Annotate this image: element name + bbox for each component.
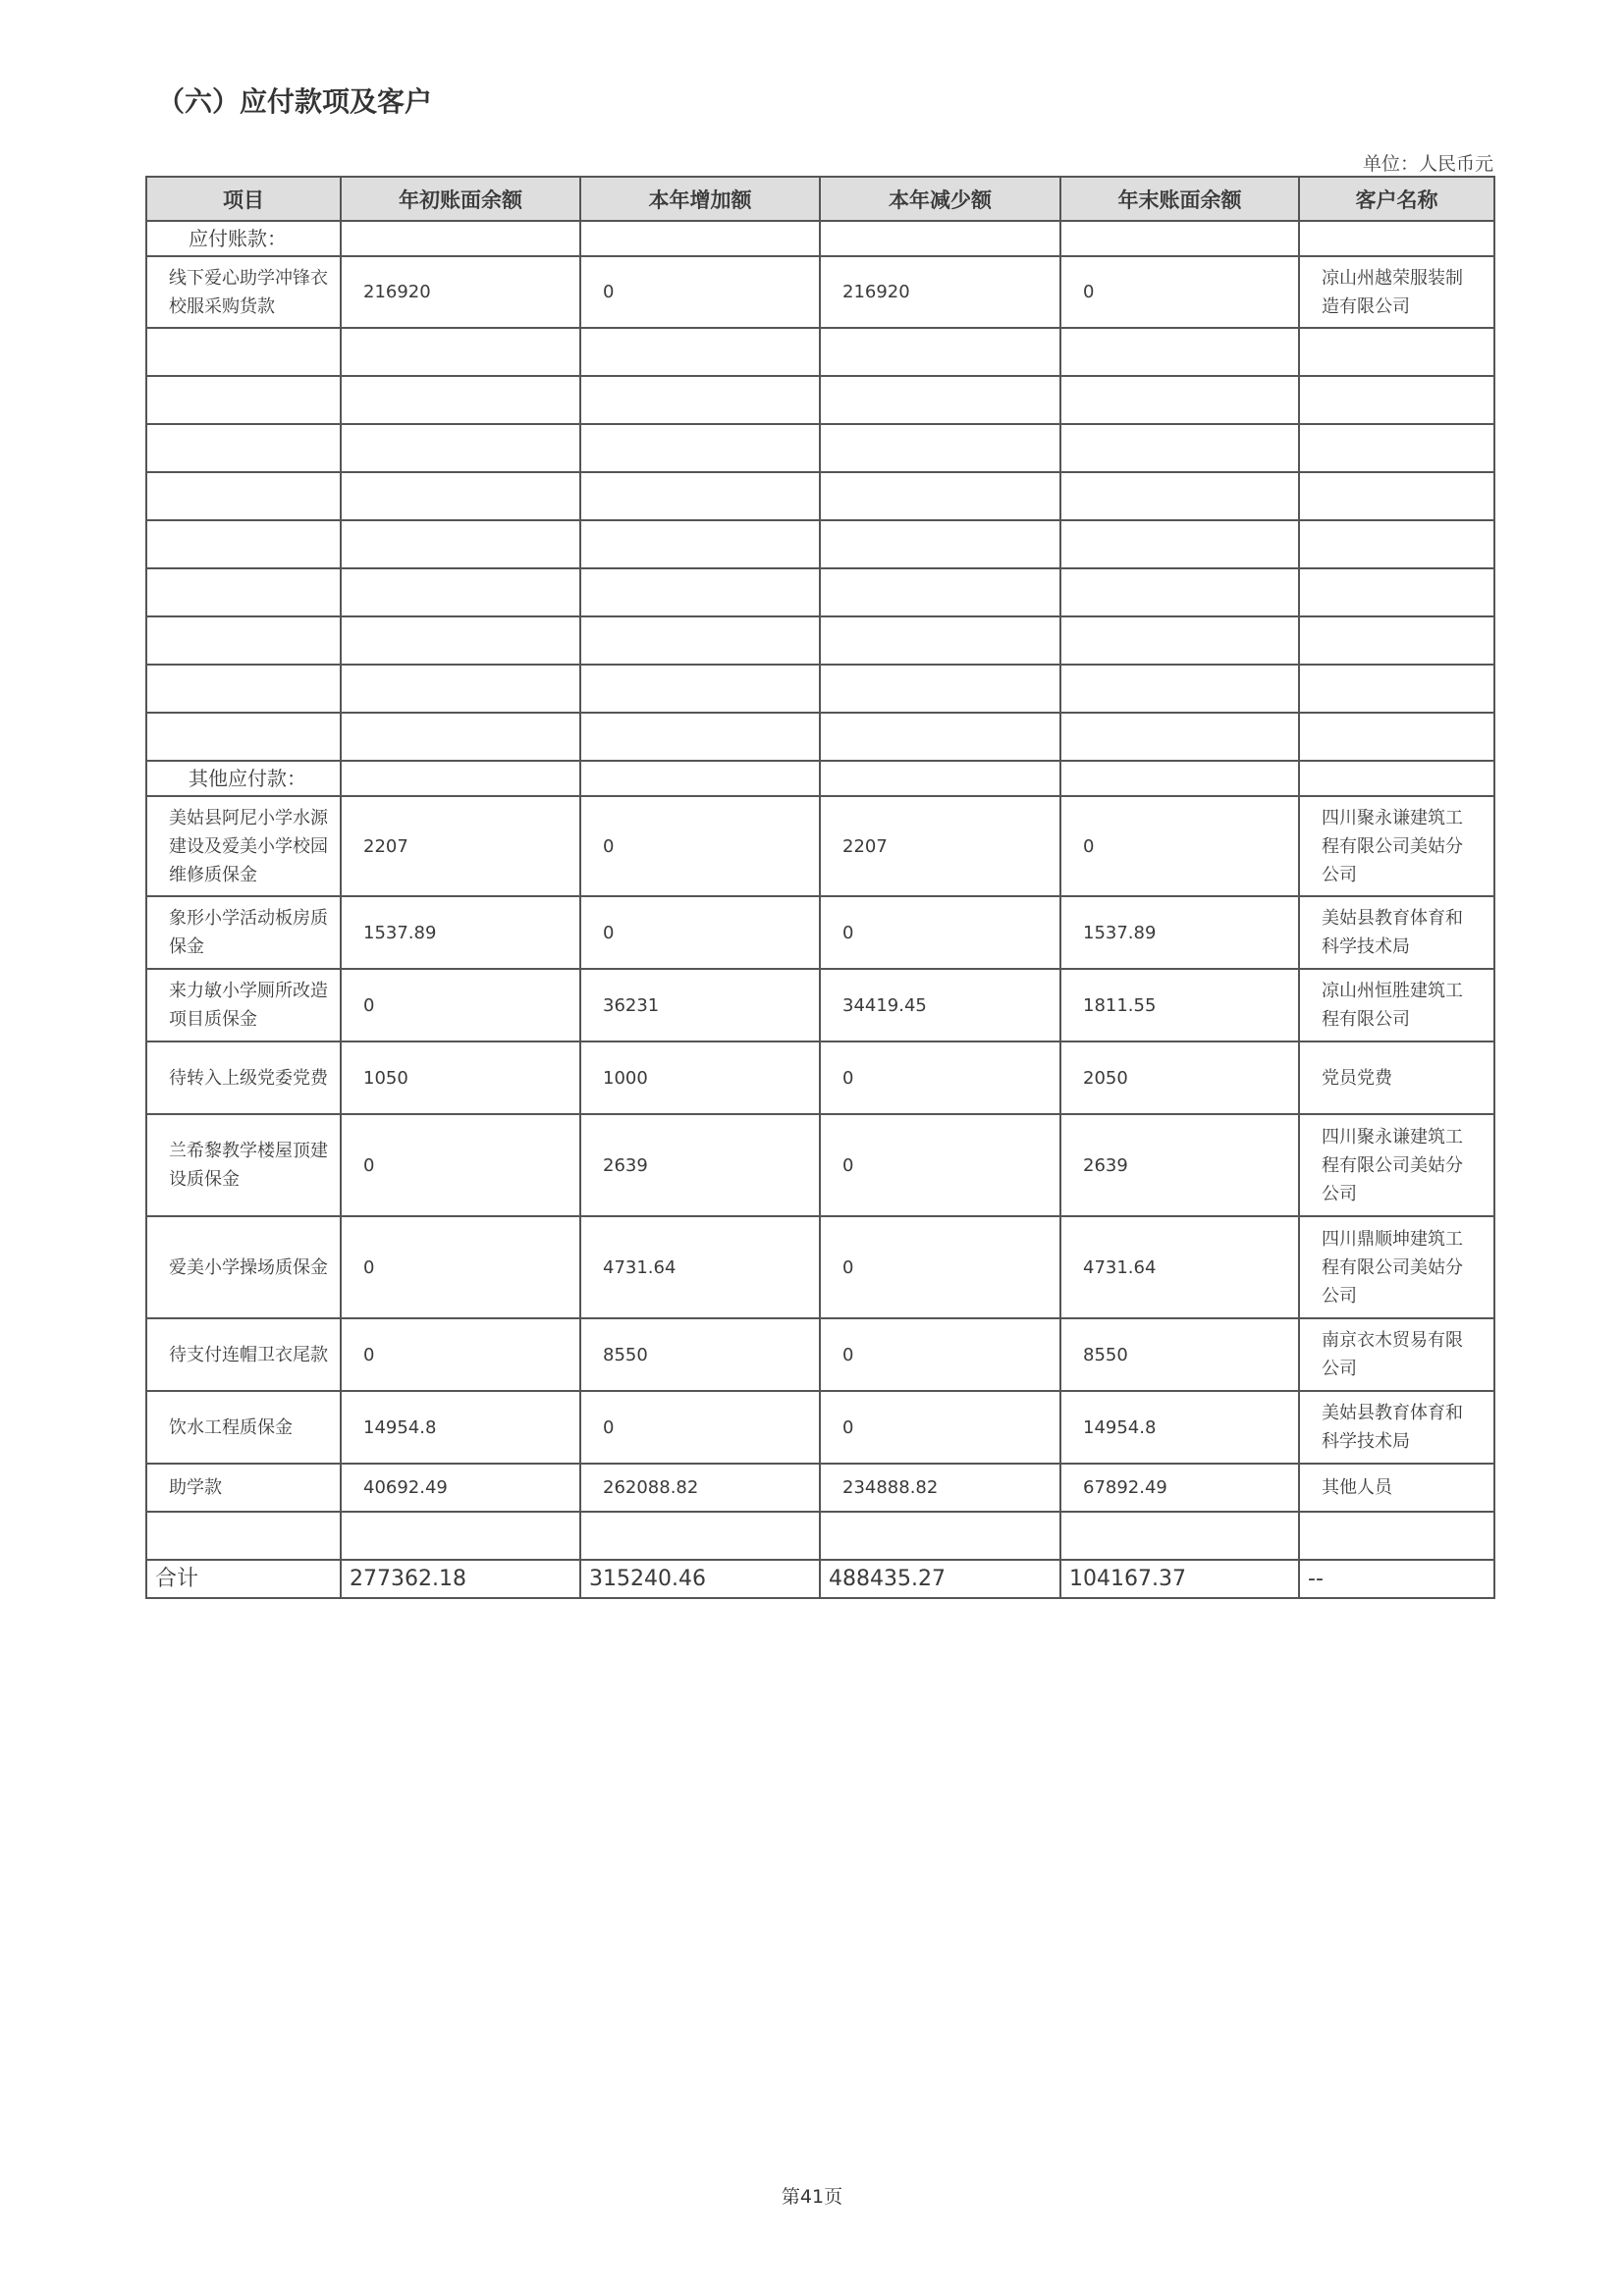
- section-row-other-payables: [146, 761, 1494, 796]
- total-decrease: 488435.27: [820, 1560, 1060, 1598]
- begin-cell: 0: [341, 1318, 580, 1391]
- increase-cell: 262088.82: [580, 1464, 820, 1512]
- decrease-cell: 0: [820, 1041, 1060, 1114]
- empty-row: [146, 713, 1494, 761]
- end-cell: 1537.89: [1060, 896, 1299, 969]
- customer-cell: 党员党费: [1299, 1041, 1494, 1114]
- total-row: [146, 1560, 1494, 1598]
- decrease-cell: 0: [820, 1114, 1060, 1216]
- end-cell: 67892.49: [1060, 1464, 1299, 1512]
- customer-cell: 美姑县教育体育和科学技术局: [1299, 896, 1494, 969]
- table-row: [146, 1041, 1494, 1114]
- section-row-payables: [146, 221, 1494, 256]
- begin-cell: 1050: [341, 1041, 580, 1114]
- table-row: [146, 1318, 1494, 1391]
- decrease-cell: 34419.45: [820, 969, 1060, 1041]
- section-label: 应付账款：: [146, 221, 341, 256]
- begin-cell: 216920: [341, 256, 580, 328]
- table-row: [146, 896, 1494, 969]
- empty-row: [146, 665, 1494, 713]
- empty-row: [146, 424, 1494, 472]
- table-row: [146, 256, 1494, 328]
- item-cell: 象形小学活动板房质保金: [146, 896, 341, 969]
- end-cell: 14954.8: [1060, 1391, 1299, 1464]
- item-cell: 待转入上级党委党费: [146, 1041, 341, 1114]
- total-customer: --: [1299, 1560, 1494, 1598]
- table-row: [146, 796, 1494, 896]
- header-decrease: 本年减少额: [820, 177, 1060, 221]
- item-cell: 助学款: [146, 1464, 341, 1512]
- increase-cell: 4731.64: [580, 1216, 820, 1318]
- decrease-cell: 0: [820, 896, 1060, 969]
- begin-cell: 1537.89: [341, 896, 580, 969]
- begin-cell: 2207: [341, 796, 580, 896]
- item-cell: 线下爱心助学冲锋衣校服采购货款: [146, 256, 341, 328]
- increase-cell: 8550: [580, 1318, 820, 1391]
- payables-table: [145, 176, 1495, 1599]
- increase-cell: 2639: [580, 1114, 820, 1216]
- end-cell: 4731.64: [1060, 1216, 1299, 1318]
- item-cell: 来力敏小学厕所改造项目质保金: [146, 969, 341, 1041]
- empty-row: [146, 472, 1494, 520]
- begin-cell: 0: [341, 1216, 580, 1318]
- end-cell: 2639: [1060, 1114, 1299, 1216]
- customer-cell: 南京衣木贸易有限公司: [1299, 1318, 1494, 1391]
- begin-cell: 14954.8: [341, 1391, 580, 1464]
- decrease-cell: 2207: [820, 796, 1060, 896]
- customer-cell: 美姑县教育体育和科学技术局: [1299, 1391, 1494, 1464]
- table-row: [146, 969, 1494, 1041]
- increase-cell: 36231: [580, 969, 820, 1041]
- item-cell: 待支付连帽卫衣尾款: [146, 1318, 341, 1391]
- end-cell: 0: [1060, 256, 1299, 328]
- total-label: 合计: [146, 1560, 341, 1598]
- empty-row: [146, 520, 1494, 568]
- decrease-cell: 234888.82: [820, 1464, 1060, 1512]
- end-cell: 0: [1060, 796, 1299, 896]
- item-cell: 饮水工程质保金: [146, 1391, 341, 1464]
- header-end-balance: 年末账面余额: [1060, 177, 1299, 221]
- decrease-cell: 0: [820, 1391, 1060, 1464]
- header-customer: 客户名称: [1299, 177, 1494, 221]
- increase-cell: 0: [580, 1391, 820, 1464]
- end-cell: 8550: [1060, 1318, 1299, 1391]
- table-row: [146, 1464, 1494, 1512]
- page-number: 第41页: [781, 2186, 843, 2208]
- header-begin-balance: 年初账面余额: [341, 177, 580, 221]
- begin-cell: 40692.49: [341, 1464, 580, 1512]
- total-begin: 277362.18: [341, 1560, 580, 1598]
- customer-cell: 凉山州越荣服装制造有限公司: [1299, 256, 1494, 328]
- table-header-row: [146, 177, 1494, 221]
- section-title: （六）应付款项及客户: [157, 85, 433, 118]
- empty-row: [146, 568, 1494, 616]
- total-end: 104167.37: [1060, 1560, 1299, 1598]
- end-cell: 2050: [1060, 1041, 1299, 1114]
- empty-row: [146, 1512, 1494, 1560]
- increase-cell: 0: [580, 896, 820, 969]
- table-row: [146, 1391, 1494, 1464]
- unit-label: 单位：人民币元: [1362, 153, 1493, 175]
- customer-cell: 四川聚永谦建筑工程有限公司美姑分公司: [1299, 796, 1494, 896]
- increase-cell: 0: [580, 796, 820, 896]
- increase-cell: 1000: [580, 1041, 820, 1114]
- table-row: [146, 1216, 1494, 1318]
- increase-cell: 0: [580, 256, 820, 328]
- customer-cell: 凉山州恒胜建筑工程有限公司: [1299, 969, 1494, 1041]
- customer-cell: 四川聚永谦建筑工程有限公司美姑分公司: [1299, 1114, 1494, 1216]
- begin-cell: 0: [341, 969, 580, 1041]
- decrease-cell: 0: [820, 1216, 1060, 1318]
- item-cell: 兰希黎教学楼屋顶建设质保金: [146, 1114, 341, 1216]
- item-cell: 美姑县阿尼小学水源建设及爱美小学校园维修质保金: [146, 796, 341, 896]
- customer-cell: 其他人员: [1299, 1464, 1494, 1512]
- header-item: 项目: [146, 177, 341, 221]
- empty-row: [146, 616, 1494, 665]
- end-cell: 1811.55: [1060, 969, 1299, 1041]
- decrease-cell: 216920: [820, 256, 1060, 328]
- empty-row: [146, 376, 1494, 424]
- total-increase: 315240.46: [580, 1560, 820, 1598]
- item-cell: 爱美小学操场质保金: [146, 1216, 341, 1318]
- decrease-cell: 0: [820, 1318, 1060, 1391]
- empty-row: [146, 328, 1494, 376]
- begin-cell: 0: [341, 1114, 580, 1216]
- header-increase: 本年增加额: [580, 177, 820, 221]
- section-label: 其他应付款：: [146, 761, 341, 796]
- customer-cell: 四川鼎顺坤建筑工程有限公司美姑分公司: [1299, 1216, 1494, 1318]
- table-row: [146, 1114, 1494, 1216]
